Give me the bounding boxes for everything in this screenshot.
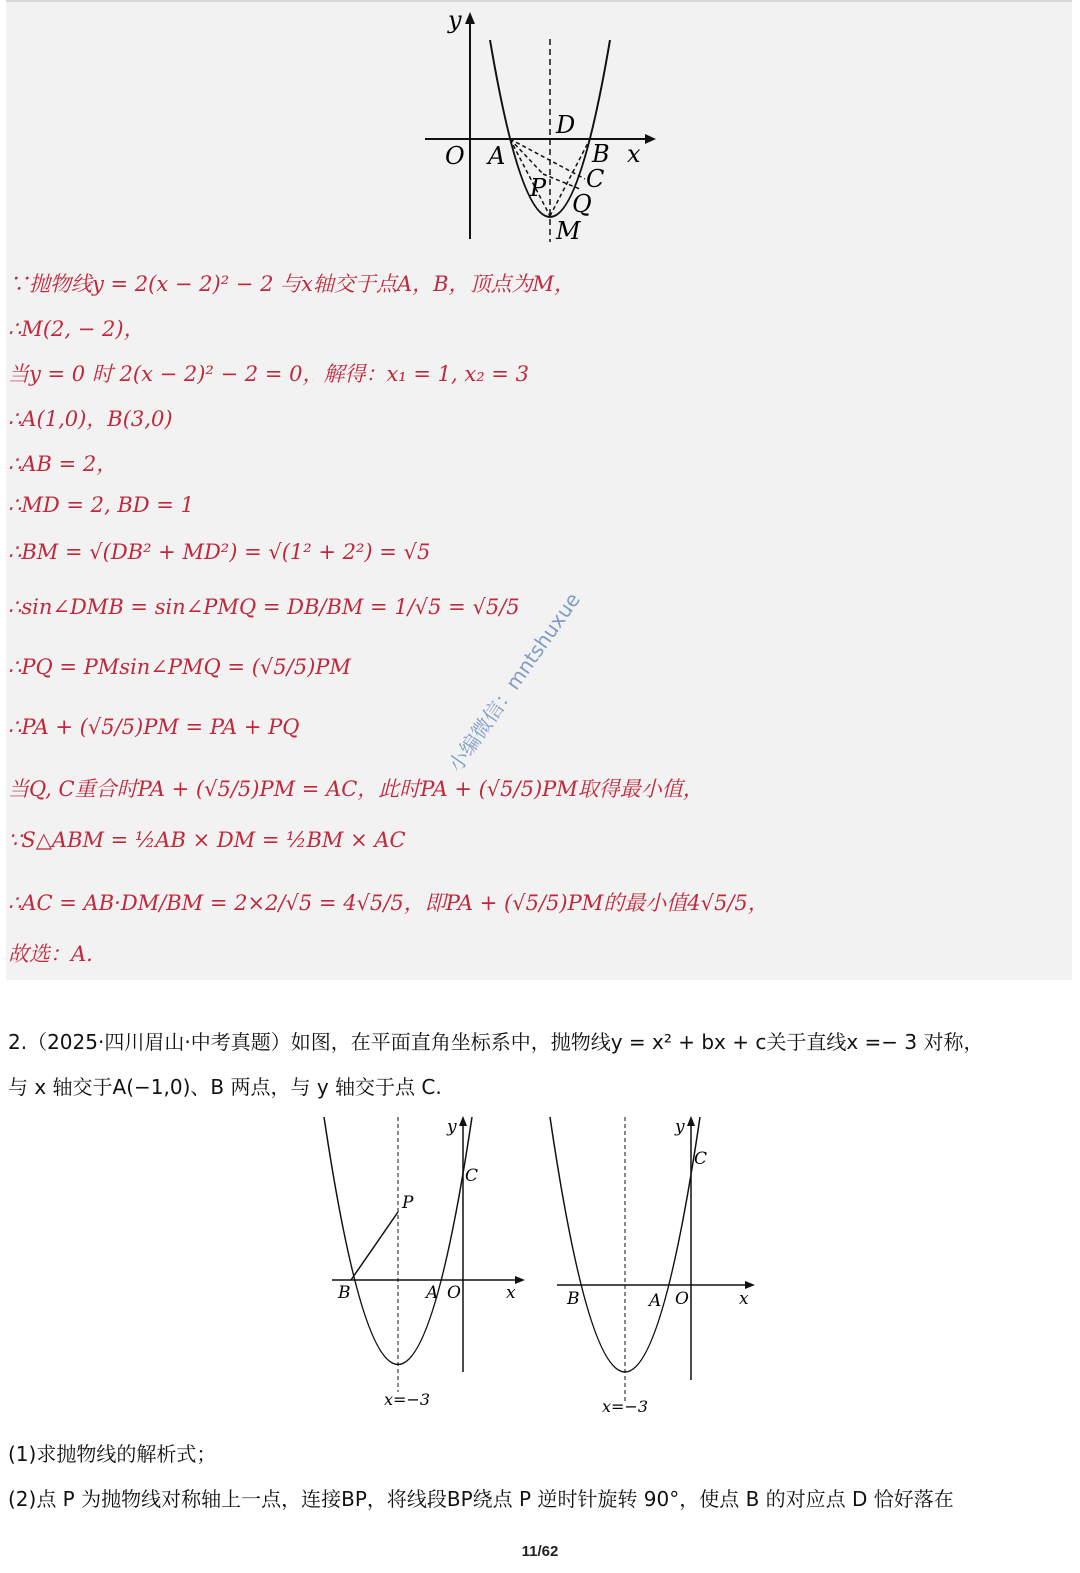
- fig2-label-y: y: [447, 1117, 457, 1137]
- fig2-label-C: C: [465, 1166, 479, 1186]
- top-divider: [6, 0, 1072, 2]
- solution-line-5: ∴AB = 2，: [8, 452, 118, 476]
- question-2: (2)点 P 为抛物线对称轴上一点，连接BP，将线段BP绕点 P 逆时针旋转 90°，使点 B 的对应点 D 恰好落在: [8, 1487, 954, 1511]
- solution-line-3: 当y = 0 时 2(x − 2)² − 2 = 0，解得：x₁ = 1, x₂ = 3: [8, 362, 529, 386]
- fig1-label-A: A: [488, 142, 506, 170]
- solution-line-8: ∴sin∠DMB = sin∠PMQ = DB/BM = 1/√5 = √5/5: [8, 595, 520, 619]
- fig3-label-O: O: [675, 1289, 689, 1309]
- solution-line-10: ∴PA + (√5/5)PM = PA + PQ: [8, 715, 300, 739]
- solution-line-13: ∴AC = AB·DM/BM = 2×2/√5 = 4√5/5，即PA + (√5/5)PM的最小值4√5/5，: [8, 891, 769, 915]
- figure-3-parabola: [545, 1112, 760, 1422]
- solution-line-12: ∵S△ABM = ½AB × DM = ½BM × AC: [8, 828, 406, 852]
- problem-line-1: 2.（2025·四川眉山·中考真题）如图，在平面直角坐标系中，抛物线y = x² + bx + c关于直线x =− 3 对称，: [8, 1030, 984, 1054]
- solution-line-1: ∵抛物线y = 2(x − 2)² − 2 与x轴交于点A，B，顶点为M，: [8, 272, 576, 296]
- fig1-label-Q: Q: [572, 190, 592, 218]
- fig3-label-B: B: [567, 1289, 580, 1309]
- watermark: 小编微信：mntshuxue: [443, 588, 585, 777]
- solution-line-9: ∴PQ = PMsin∠PMQ = (√5/5)PM: [8, 655, 351, 679]
- solution-line-7: ∴BM = √(DB² + MD²) = √(1² + 2²) = √5: [8, 540, 431, 564]
- fig1-label-D: D: [556, 111, 576, 139]
- figure-2-parabola: [320, 1112, 530, 1412]
- solution-line-14: 故选：A.: [8, 942, 93, 966]
- fig2-label-x: x: [506, 1283, 516, 1303]
- fig2-label-axis: x=−3: [384, 1390, 431, 1409]
- question-1: (1)求抛物线的解析式；: [8, 1442, 217, 1466]
- fig3-label-C: C: [694, 1149, 708, 1169]
- problem-line-2: 与 x 轴交于A(−1,0)、B 两点，与 y 轴交于点 C.: [8, 1075, 442, 1099]
- fig1-label-x: x: [627, 140, 641, 168]
- solution-line-6: ∴MD = 2, BD = 1: [8, 493, 194, 517]
- figure-1-parabola: [420, 4, 660, 244]
- fig3-label-y: y: [675, 1117, 685, 1137]
- solution-line-11: 当Q, C重合时PA + (√5/5)PM = AC，此时PA + (√5/5)PM取得最小值，: [8, 777, 704, 801]
- fig3-label-A: A: [649, 1291, 662, 1311]
- fig1-label-M: M: [556, 217, 581, 244]
- solution-line-2: ∴M(2, − 2)，: [8, 317, 145, 341]
- fig1-label-y: y: [448, 6, 462, 34]
- page-number: 11/62: [521, 1543, 559, 1560]
- fig3-label-axis: x=−3: [602, 1397, 649, 1416]
- fig3-label-x: x: [739, 1289, 749, 1309]
- solution-line-4: ∴A(1,0)，B(3,0): [8, 407, 173, 431]
- fig2-label-O: O: [447, 1283, 461, 1303]
- fig2-label-A: A: [426, 1283, 439, 1303]
- fig2-label-P: P: [402, 1193, 414, 1213]
- fig2-label-B: B: [338, 1283, 351, 1303]
- fig1-label-P: P: [530, 174, 547, 202]
- fig1-label-C: C: [586, 165, 605, 193]
- fig1-label-O: O: [445, 142, 465, 170]
- fig1-label-B: B: [592, 140, 610, 168]
